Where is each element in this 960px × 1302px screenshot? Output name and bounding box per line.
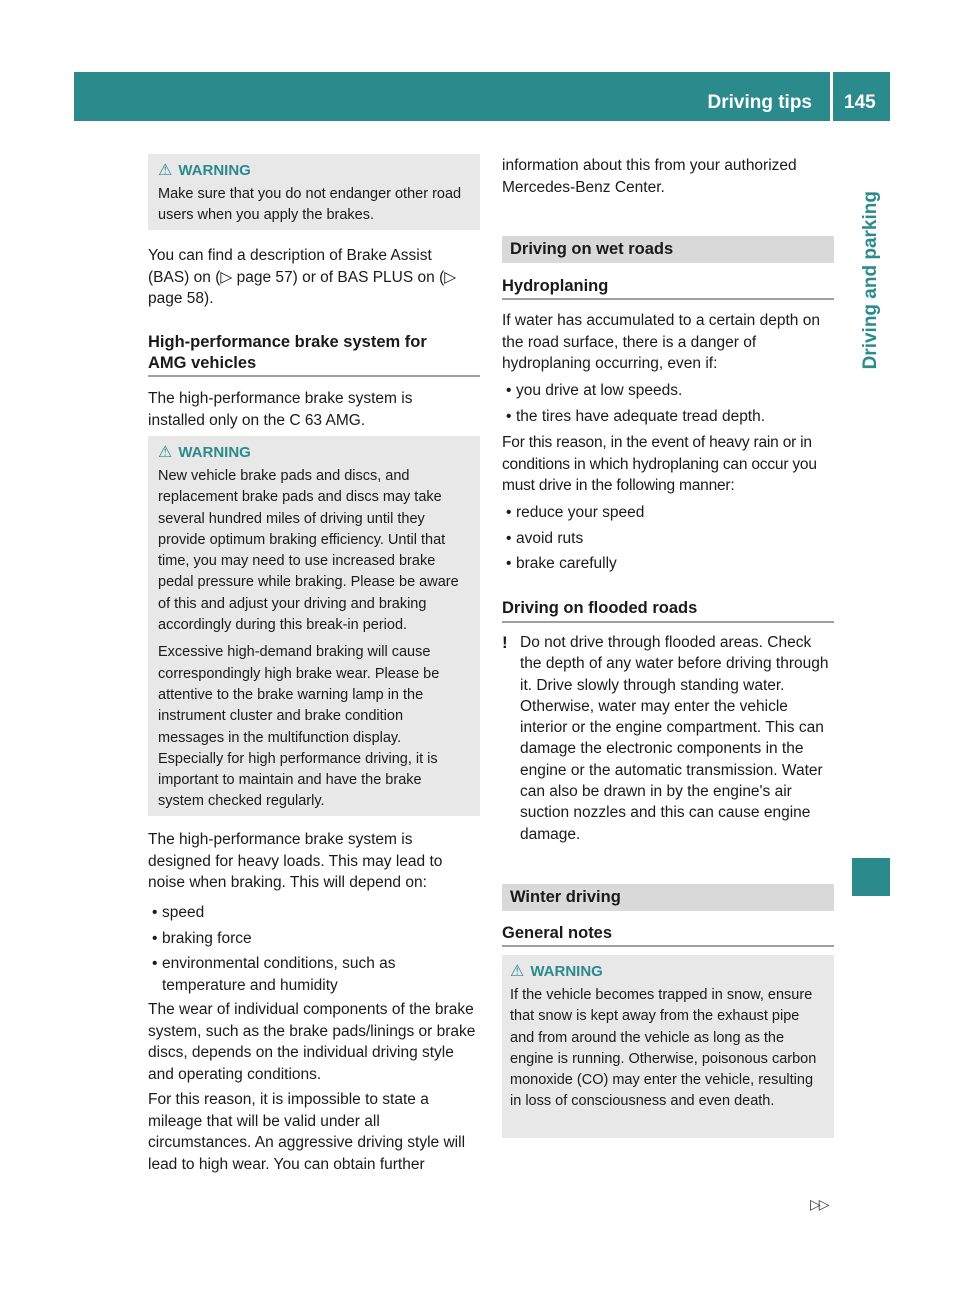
header-separator (830, 72, 833, 121)
warning-paragraph: Excessive high-demand braking will cause correspondingly high brake wear. Please be attentive to the brake warning lamp in the instrument cluster and brake condition messages in the multifunction display. Especially for high performance driving, it is important to maintain and have the brake system checked regularly. (158, 644, 440, 810)
notice-exclamation-icon: ! (502, 633, 508, 652)
continue-arrow-icon: ▷▷ (810, 1196, 828, 1212)
heading-amg-brakes: High-performance brake system for AMG vehicles (148, 333, 427, 372)
warning-text: If the vehicle becomes trapped in snow, ensure that snow is kept away from the exhaust pipe and from around the vehicle as long as the engine is running. Otherwise, poisonous carbon monoxide (CO) may enter the vehicle, resulting in loss of consciousness and even death. (510, 987, 817, 1110)
header-title: Driving tips (707, 92, 812, 113)
warning-box-snow (502, 955, 834, 1138)
list-item: • braking force (152, 929, 252, 947)
heading-general-notes: General notes (502, 924, 613, 942)
section-bar-winter: Winter driving (502, 884, 834, 911)
heading-rule (502, 298, 834, 300)
list-item: • brake carefully (506, 555, 617, 572)
warning-text: Make sure that you do not endanger other road users when you apply the brakes. (158, 186, 462, 224)
list-item: • you drive at low speeds. (506, 382, 683, 399)
warning-box-brake-pads (148, 436, 480, 816)
paragraph-mileage: For this reason, it is impossible to state a mileage that will be valid under all circumstances. An aggressive driving style will lead to high wear. You can obtain further (148, 1091, 466, 1173)
warning-label: WARNING (178, 161, 251, 179)
paragraph-hydroplaning: If water has accumulated to a certain depth on the road surface, there is a danger of hydroplaning occurring, even if: (502, 312, 820, 372)
bullet-list-manner (506, 502, 831, 575)
header-band (74, 72, 890, 121)
side-tab-label: Driving and parking (860, 190, 881, 370)
warning-label: WARNING (530, 962, 603, 980)
list-item: • environmental conditions, such as temperature and humidity (152, 955, 396, 994)
warning-paragraph: New vehicle brake pads and discs, and replacement brake pads and discs may take several hundred miles of driving until they provide optimum braking efficiency. Until that time, you may need to use increased brake pedal pressure while braking. Please be aware of this and adjust your driving and braking accordingly during this break-in period. (158, 468, 459, 634)
list-item: • the tires have adequate tread depth. (506, 407, 766, 425)
page-number: 145 (844, 92, 876, 113)
heading-rule (502, 621, 834, 623)
heading-flooded-roads: Driving on flooded roads (502, 599, 698, 617)
warning-label: WARNING (178, 443, 251, 461)
section-bar-wet-roads: Driving on wet roads (502, 236, 834, 263)
list-item: • avoid ruts (506, 529, 584, 547)
paragraph-heavy-loads: The high-performance brake system is designed for heavy loads. This may lead to noise when braking. This will depend on: (148, 831, 443, 891)
paragraph-heavy-rain: For this reason, in the event of heavy rain or in conditions in which hydroplaning can occur you must drive in the following manner: (502, 434, 817, 494)
side-tab (852, 168, 890, 392)
heading-rule (148, 375, 480, 377)
paragraph-continued: information about this from your authorized Mercedes-Benz Center. (502, 157, 797, 196)
side-tab-marker (852, 858, 890, 896)
paragraph-bas: You can find a description of Brake Assist (BAS) on (▷ page 57) or of BAS PLUS on (▷ page 58). (148, 247, 457, 307)
notice-text: Do not drive through flooded areas. Check the depth of any water before driving through it. Drive slowly through standing water. Otherwise, water may enter the vehicle interior or the engine compartment. This can damage the electronic components in the engine or the automatic transmission. Water can also be drawn in by the engine's air suction nozzles and this can cause engine damage. (520, 634, 829, 843)
list-item: • speed (152, 904, 205, 921)
heading-rule (502, 945, 834, 947)
notice-flooded (502, 632, 836, 845)
heading-hydroplaning: Hydroplaning (502, 277, 609, 295)
bullet-list-depends (152, 902, 472, 996)
warning-triangle-icon: ⚠ (158, 444, 173, 461)
warning-triangle-icon: ⚠ (158, 162, 173, 179)
bullet-list-hydro (506, 380, 831, 427)
paragraph-amg-install: The high-performance brake system is installed only on the C 63 AMG. (148, 390, 413, 429)
paragraph-wear: The wear of individual components of the brake system, such as the brake pads/linings or brake discs, depends on the individual driving style and operating conditions. (148, 1001, 476, 1083)
warning-triangle-icon: ⚠ (510, 963, 525, 980)
list-item: • reduce your speed (506, 504, 645, 521)
warning-box-brakes (148, 154, 480, 230)
